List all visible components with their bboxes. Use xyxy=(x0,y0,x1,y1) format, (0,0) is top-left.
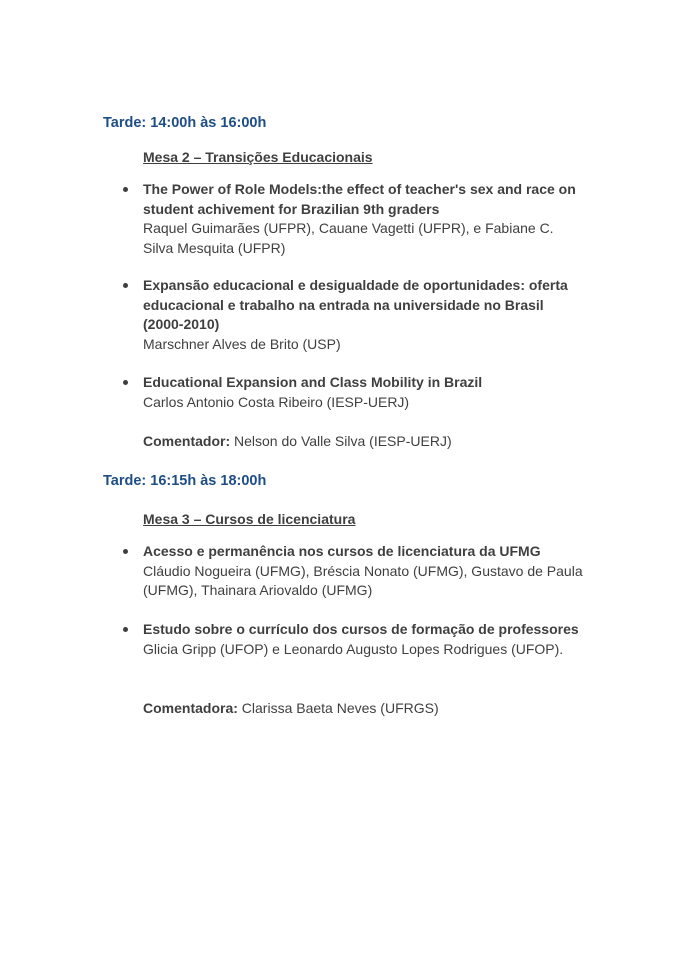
session-2-item-2 xyxy=(143,620,583,659)
item-authors: Glicia Gripp (UFOP) e Leonardo Augusto Lopes Rodrigues (UFOP). xyxy=(143,640,564,657)
session-1-item-1 xyxy=(143,180,583,258)
bullet-icon xyxy=(123,187,128,192)
bullet-icon xyxy=(123,283,128,288)
item-title: Acesso e permanência nos cursos de licenciatura da UFMG xyxy=(143,543,541,559)
commentator-name: Clarissa Baeta Neves (UFRGS) xyxy=(237,700,439,716)
session-2-item-1 xyxy=(143,542,583,601)
item-title: Estudo sobre o currículo dos cursos de formação de professores xyxy=(143,621,579,637)
item-authors: Carlos Antonio Costa Ribeiro (IESP-UERJ) xyxy=(143,393,410,410)
bullet-icon xyxy=(123,549,128,554)
item-title: Expansão educacional e desigualdade de oportunidades: oferta educacional e trabalho na entrada na universidade no Brasil (2000-2010) xyxy=(143,277,568,332)
item-title: The Power of Role Models:the effect of teacher's sex and race on student achivement for Brazilian 9th graders xyxy=(143,181,576,217)
session-1-item-3 xyxy=(143,373,583,412)
session-1-panel-title: Mesa 2 – Transições Educacionais xyxy=(143,149,373,165)
bullet-icon xyxy=(123,627,128,632)
commentator-name: Nelson do Valle Silva (IESP-UERJ) xyxy=(230,433,452,449)
item-authors: Marschner Alves de Brito (USP) xyxy=(143,335,341,352)
item-authors: Cláudio Nogueira (UFMG), Bréscia Nonato (UFMG), Gustavo de Paula (UFMG), Thainara Ariovaldo (UFMG) xyxy=(143,562,583,598)
commentator-label: Comentadora: xyxy=(143,700,238,716)
session-2-time: Tarde: 16:15h às 18:00h xyxy=(103,473,267,489)
commentator-label: Comentador: xyxy=(143,433,231,449)
item-authors: Raquel Guimarães (UFPR), Cauane Vagetti (UFPR), e Fabiane C. Silva Mesquita (UFPR) xyxy=(143,220,554,256)
session-2-commentator xyxy=(143,699,439,718)
session-1-item-2 xyxy=(143,276,583,354)
session-2-panel-title: Mesa 3 – Cursos de licenciatura xyxy=(143,511,356,527)
bullet-icon xyxy=(123,380,128,385)
item-title: Educational Expansion and Class Mobility in Brazil xyxy=(143,374,483,390)
session-1-commentator xyxy=(143,432,452,451)
session-1-time: Tarde: 14:00h às 16:00h xyxy=(103,115,267,131)
